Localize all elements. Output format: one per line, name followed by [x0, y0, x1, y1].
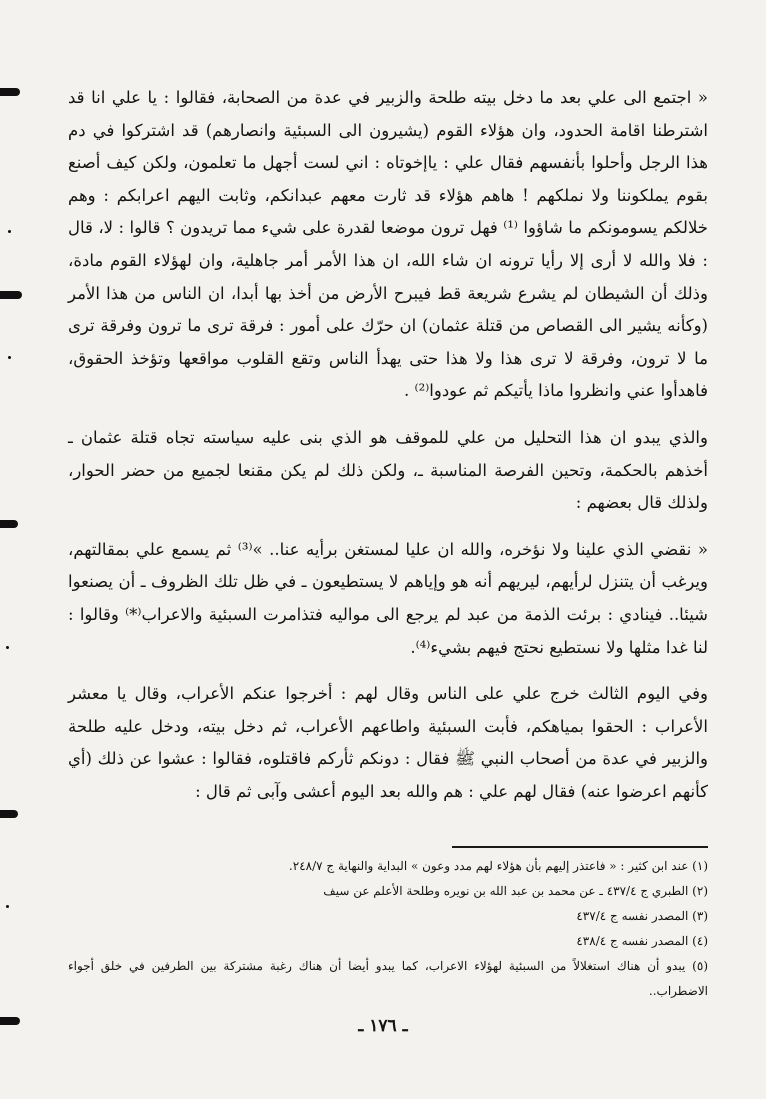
footnote: (٣) المصدر نفسه ج ٤٣٧/٤	[576, 909, 708, 923]
footnote-divider	[452, 846, 708, 848]
footnote: (٥) يبدو أن هناك استغلالاً من السبئية لهؤلاء الاعراب، كما يبدو أيضا أن هناك رغبة مشتركة بين الطرفين في خلق أجواء الاضطراب..	[68, 959, 708, 998]
page-body	[68, 82, 708, 822]
body-paragraph: « نقضي الذي علينا ولا نؤخره، والله ان عليا لمستغن برأيه عنا.. »⁽³⁾ ثم يسمع علي بمقالتهم، ويرغب أن يتنزل لرأيهم، ليريهم أنه هو وإياهم لا يستطيعون ـ في ظل تلك الظروف ـ أن يصنعوا شيئا.. فينادي : برئت الذمة من عبد لم يرجع الى مواليه فتذامرت السبئية والاعراب⁽*⁾ وقالوا : لنا غدا مثلها ولا نستطيع نحتج فيهم بشيء⁽⁴⁾.	[68, 539, 708, 657]
body-paragraph: وفي اليوم الثالث خرج علي على الناس وقال لهم : أخرجوا عنكم الأعراب، وقال يا معشر الأعراب : الحقوا بمياهكم، فأبت السبئية واطاعهم الأعراب، ثم دخل بيته، ودخل عليه طلحة والزبير في عدة من أصحاب النبي ﷺ فقال : دونكم ثأركم فاقتلوه، فقالوا : عشوا عن ذلك (أي كأنهم اعرضوا عنه) فقال لهم علي : هم والله بعد اليوم أعشى وآبى ثم قال :	[68, 684, 708, 801]
footnote-list	[68, 854, 708, 1004]
edge-mark	[0, 520, 18, 528]
edge-mark	[0, 291, 22, 299]
footnote: (١) عند ابن كثير : « فاعتذر إليهم بأن هؤلاء لهم مدد وعون » البداية والنهاية ج ٢٤٨/٧.	[288, 859, 708, 873]
edge-dot	[8, 356, 11, 359]
page-number: ـ ١٧٦ ـ	[358, 1016, 408, 1036]
edge-mark	[0, 810, 18, 818]
edge-dot	[6, 646, 9, 649]
footnote: (٢) الطبري ج ٤٣٧/٤ ـ عن محمد بن عبد الله بن نويره وطلحة الأعلم عن سيف	[323, 884, 708, 898]
edge-mark	[0, 1017, 20, 1025]
body-paragraph: والذي يبدو ان هذا التحليل من علي للموقف هو الذي بنى عليه سياسته تجاه قتلة عثمان ـ أخذهم بالحكمة، وتحين الفرصة المناسبة ـ، ولكن ذلك لم يكن مقنعا لجميع من حضر الحوار، ولذلك قال بعضهم :	[68, 427, 708, 513]
edge-dot	[6, 905, 9, 908]
body-paragraph: « اجتمع الى علي بعد ما دخل بيته طلحة والزبير في عدة من الصحابة، فقالوا : يا علي انا قد اشترطنا اقامة الحدود، وان هؤلاء القوم (يشيرون الى السبئية وانصارهم) قد اشتركوا في دم هذا الرجل وأحلوا بأنفسهم فقال علي : ياإخوتاه : اني لست أجهل ما تعلمون، ولكن كيف أصنع بقوم يملكوننا ولا نملكهم ! هاهم هؤلاء قد ثارت معهم عبدانكم، وثابت اليهم اعرابكم : وهم خلالكم يسومونكم ما شاؤوا ⁽¹⁾ فهل ترون موضعا لقدرة على شيء مما تريدون ؟ قالوا : لا، قال : فلا والله لا أرى إلا رأيا ترونه ان شاء الله، ان هذا الأمر أمر جاهلية، وان لهؤلاء القوم مادة، وذلك أن الشيطان لم يشرع شريعة قط فيبرح الأرض من أخذ بها أبدا، ان الناس من هذا الأمر (وكأنه يشير الى القصاص من قتلة عثمان) ان حرّك على أمور : فرقة ترى ما ترون وفرقة ترى ما لا ترون، وفرقة لا ترى هذا ولا هذا حتى يهدأ الناس وتقع القلوب مواقعها وتؤخذ الحقوق، فاهدأوا عني وانظروا ماذا يأتيكم ثم عودوا⁽²⁾ .	[68, 88, 708, 401]
edge-mark	[0, 88, 20, 96]
footnote: (٤) المصدر نفسه ج ٤٣٨/٤	[576, 934, 708, 948]
edge-dot	[8, 230, 11, 233]
